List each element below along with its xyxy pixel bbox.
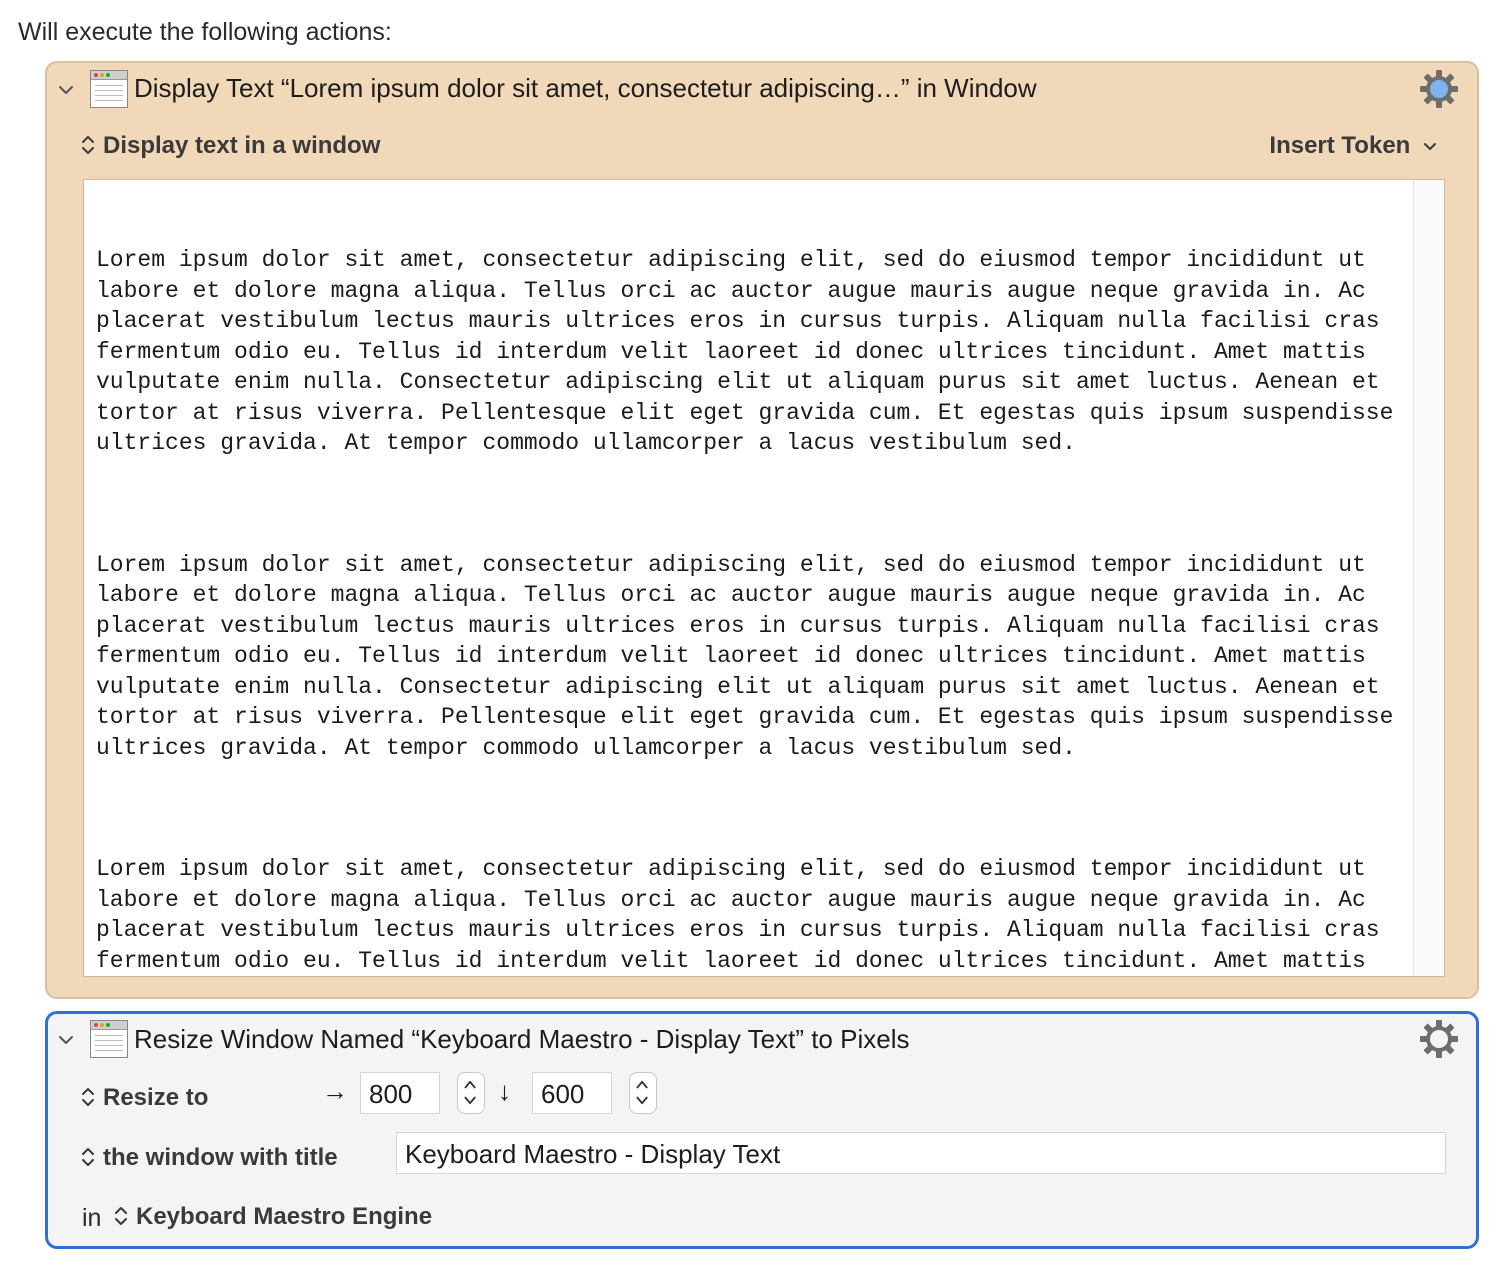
resize-window-action[interactable]	[45, 1011, 1479, 1249]
height-arrow: ↓	[498, 1076, 511, 1106]
height-field[interactable]: 600	[532, 1072, 612, 1114]
up-down-chevron-icon	[630, 1073, 656, 1113]
resize-mode-label: Resize to	[103, 1084, 209, 1111]
text-paragraph: Lorem ipsum dolor sit amet, consectetur adipiscing elit, sed do eiusmod tempor incididunt ut labore et dolore magna aliqua. Tellus orci ac auctor augue mauris augue neque gravida in. Ac placerat vestibulum lectus mauris ultrices eros in cursus turpis. Aliquam nulla facilisi cras fermentum odio eu. Tellus id interdum velit laoreet id donec ultrices tincidunt. Amet mattis	[96, 856, 1380, 974]
target-app-label: Keyboard Maestro Engine	[136, 1203, 433, 1230]
chevron-down-icon[interactable]	[57, 81, 75, 99]
in-label: in	[82, 1204, 102, 1232]
insert-token-button[interactable]	[1269, 132, 1437, 160]
up-down-chevron-icon	[81, 134, 95, 156]
up-down-chevron-icon	[81, 1146, 95, 1168]
chevron-down-icon	[1423, 140, 1437, 154]
gear-icon[interactable]	[1419, 1019, 1459, 1059]
text-paragraph: Lorem ipsum dolor sit amet, consectetur adipiscing elit, sed do eiusmod tempor incididunt ut labore et dolore magna aliqua. Tellus orci ac auctor augue mauris augue neque gravida in. Ac placerat vestibulum lectus mauris ultrices eros in cursus turpis. Aliquam nulla facilisi cras fermentum odio eu. Tellus id interdum velit laoreet id donec ultrices tincidunt. Amet mattis vulputate enim nulla. Consectetur adipiscing elit ut aliquam purus sit amet luctus. Aenean et tortor at risus viverra. Pellentesque elit eget gravida cum. Et egestas quis ipsum suspendisse ultrices gravida. At tempor commodo ullamcorper a lacus vestibulum sed.	[96, 551, 1408, 761]
width-field[interactable]: 800	[360, 1072, 440, 1114]
width-arrow: →	[322, 1076, 348, 1106]
action-title[interactable]: Resize Window Named “Keyboard Maestro - Display Text” to Pixels	[134, 1024, 910, 1054]
action-title[interactable]: Display Text “Lorem ipsum dolor sit amet, consectetur adipiscing…” in Window	[134, 73, 1037, 103]
display-text-action[interactable]	[45, 61, 1479, 999]
window-match-popup[interactable]	[81, 1144, 338, 1172]
display-text-editor[interactable]	[83, 179, 1445, 977]
window-title-field[interactable]: Keyboard Maestro - Display Text	[396, 1132, 1446, 1174]
text-paragraph: Lorem ipsum dolor sit amet, consectetur adipiscing elit, sed do eiusmod tempor incididunt ut labore et dolore magna aliqua. Tellus orci ac auctor augue mauris augue neque gravida in. Ac placerat vestibulum lectus mauris ultrices eros in cursus turpis. Aliquam nulla facilisi cras fermentum odio eu. Tellus id interdum velit laoreet id donec ultrices tincidunt. Amet mattis vulputate enim nulla. Consectetur adipiscing elit ut aliquam purus sit amet luctus. Aenean et tortor at risus viverra. Pellentesque elit eget gravida cum. Et egestas quis ipsum suspendisse ultrices gravida. At tempor commodo ullamcorper a lacus vestibulum sed.	[96, 247, 1408, 456]
up-down-chevron-icon	[81, 1086, 95, 1108]
display-mode-label: Display text in a window	[103, 132, 381, 159]
target-app-popup[interactable]	[114, 1203, 432, 1231]
window-icon	[90, 1020, 128, 1058]
chevron-down-icon[interactable]	[57, 1031, 75, 1049]
actions-heading: Will execute the following actions:	[18, 18, 392, 46]
gear-icon[interactable]	[1419, 69, 1459, 109]
height-stepper[interactable]	[629, 1072, 657, 1114]
width-stepper[interactable]	[457, 1072, 485, 1114]
up-down-chevron-icon	[114, 1205, 128, 1227]
display-mode-popup[interactable]	[81, 132, 380, 160]
scrollbar-track[interactable]	[1413, 180, 1444, 976]
window-match-label: the window with title	[103, 1144, 338, 1171]
insert-token-label: Insert Token	[1269, 132, 1411, 159]
window-icon	[90, 70, 128, 108]
up-down-chevron-icon	[458, 1073, 484, 1113]
resize-mode-popup[interactable]	[81, 1084, 208, 1112]
